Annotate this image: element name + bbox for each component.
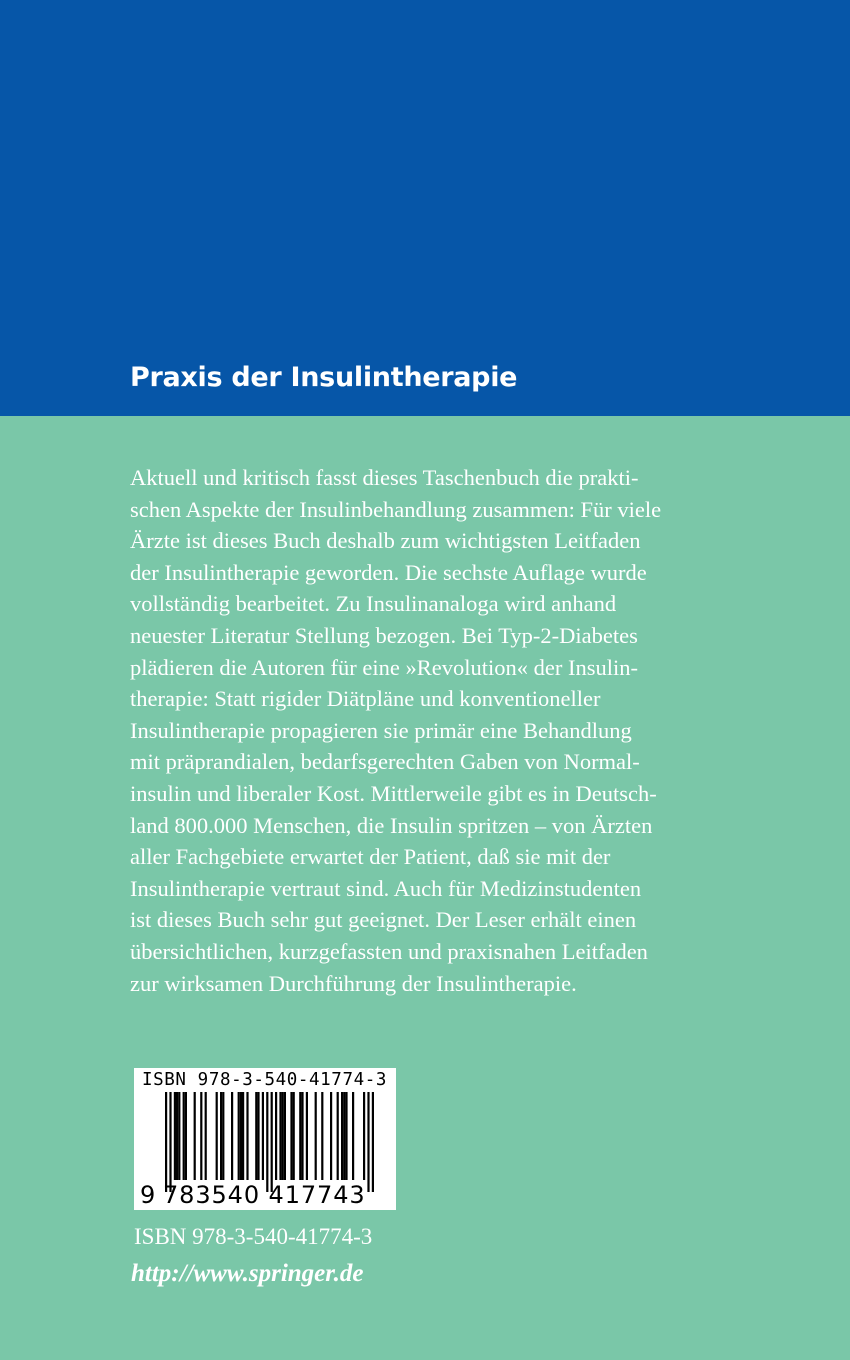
description-line: vollständig bearbeitet. Zu Insulinanaloga wird anhand — [130, 591, 617, 617]
description-line: zur wirksamen Durchführung der Insulintherapie. — [130, 970, 577, 996]
barcode-bar — [284, 1092, 286, 1180]
barcode-bar — [205, 1092, 207, 1180]
barcode-bar — [238, 1092, 240, 1180]
barcode-bar — [299, 1092, 301, 1180]
barcode-bar — [271, 1092, 273, 1192]
description-line: insulin und liberaler Kost. Mittlerweile gibt es in Deutsch- — [130, 780, 657, 806]
barcode-bar — [290, 1092, 292, 1180]
barcode-bar — [363, 1092, 365, 1180]
book-description — [130, 462, 720, 999]
description-line: der Insulintherapie geworden. Die sechste Auflage wurde — [130, 559, 647, 585]
barcode-bar — [169, 1092, 171, 1192]
description-line: Ärzte ist dieses Buch deshalb zum wichtigsten Leitfaden — [130, 528, 641, 554]
cover-top-band — [0, 0, 850, 416]
isbn-number: ISBN 978-3-540-41774-3 — [134, 1224, 373, 1249]
barcode-bar — [183, 1092, 185, 1180]
barcode-bar — [200, 1092, 202, 1180]
barcode-bar — [262, 1092, 264, 1180]
barcode-bar — [341, 1092, 343, 1180]
barcode-bar — [293, 1092, 295, 1180]
description-line: ist dieses Buch sehr gut geeignet. Der Leser erhält einen — [130, 907, 637, 933]
barcode-bar — [231, 1092, 233, 1180]
description-line: Aktuell und kritisch fasst dieses Taschenbuch die prakti- — [130, 465, 639, 490]
barcode-bar — [185, 1092, 187, 1180]
barcode-bar — [321, 1092, 323, 1180]
barcode-bar — [178, 1092, 180, 1180]
barcode-bar — [345, 1092, 347, 1180]
barcode-bar — [352, 1092, 354, 1180]
barcode-bar — [330, 1092, 332, 1180]
isbn-barcode — [134, 1068, 396, 1210]
barcode-bar — [216, 1092, 218, 1180]
barcode-bar — [343, 1092, 345, 1180]
description-line: Insulintherapie vertraut sind. Auch für Medizinstudenten — [130, 875, 642, 901]
barcode-bar — [279, 1092, 281, 1180]
description-line: therapie: Statt rigider Diätpläne und konventioneller — [130, 686, 601, 712]
barcode-bar — [257, 1092, 259, 1180]
description-line: mit präprandialen, bedarfsgerechten Gaben von Normal- — [130, 749, 640, 775]
barcode-bar — [194, 1092, 196, 1180]
barcode-bar — [222, 1092, 224, 1180]
description-line: aller Fachgebiete erwartet der Patient, daß sie mit der — [130, 844, 611, 870]
publisher-url[interactable]: http://www.springer.de — [131, 1260, 364, 1287]
barcode-first-digit: 9 — [140, 1181, 156, 1209]
description-line: Insulintherapie propagieren sie primär eine Behandlung — [130, 717, 632, 743]
barcode-bar — [266, 1092, 268, 1192]
barcode-bar — [315, 1092, 317, 1180]
description-line: land 800.000 Menschen, die Insulin spritzen – von Ärzten — [130, 812, 653, 838]
barcode-bar — [372, 1092, 374, 1192]
barcode-bar — [220, 1092, 222, 1180]
barcode-bar — [337, 1092, 339, 1180]
barcode-bar — [246, 1092, 248, 1180]
barcode-isbn-label: ISBN 978-3-540-41774-3 — [142, 1070, 387, 1090]
barcode-bar — [275, 1092, 277, 1180]
barcode-bar — [367, 1092, 369, 1192]
description-line: schen Aspekte der Insulinbehandlung zusammen: Für viele — [130, 496, 662, 522]
description-line: plädieren die Autoren für eine »Revolution« der Insulin- — [130, 654, 638, 680]
barcode-bar — [165, 1092, 167, 1192]
barcode-bar — [242, 1092, 244, 1180]
barcode-bar — [306, 1092, 308, 1180]
description-line: neuester Literatur Stellung bezogen. Bei Typ-2-Diabetes — [130, 622, 638, 648]
barcode-bar — [174, 1092, 176, 1180]
barcode-bar — [255, 1092, 257, 1180]
barcode-bar — [240, 1092, 242, 1180]
book-title: Praxis der Insulintherapie — [130, 362, 518, 393]
description-line: übersichtlichen, kurzgefassten und praxisnahen Leitfaden — [130, 938, 648, 964]
barcode-bar — [282, 1092, 284, 1180]
barcode-bar — [176, 1092, 178, 1180]
barcode-digits: 783540 417743 — [163, 1181, 366, 1209]
barcode-bar — [301, 1092, 303, 1180]
